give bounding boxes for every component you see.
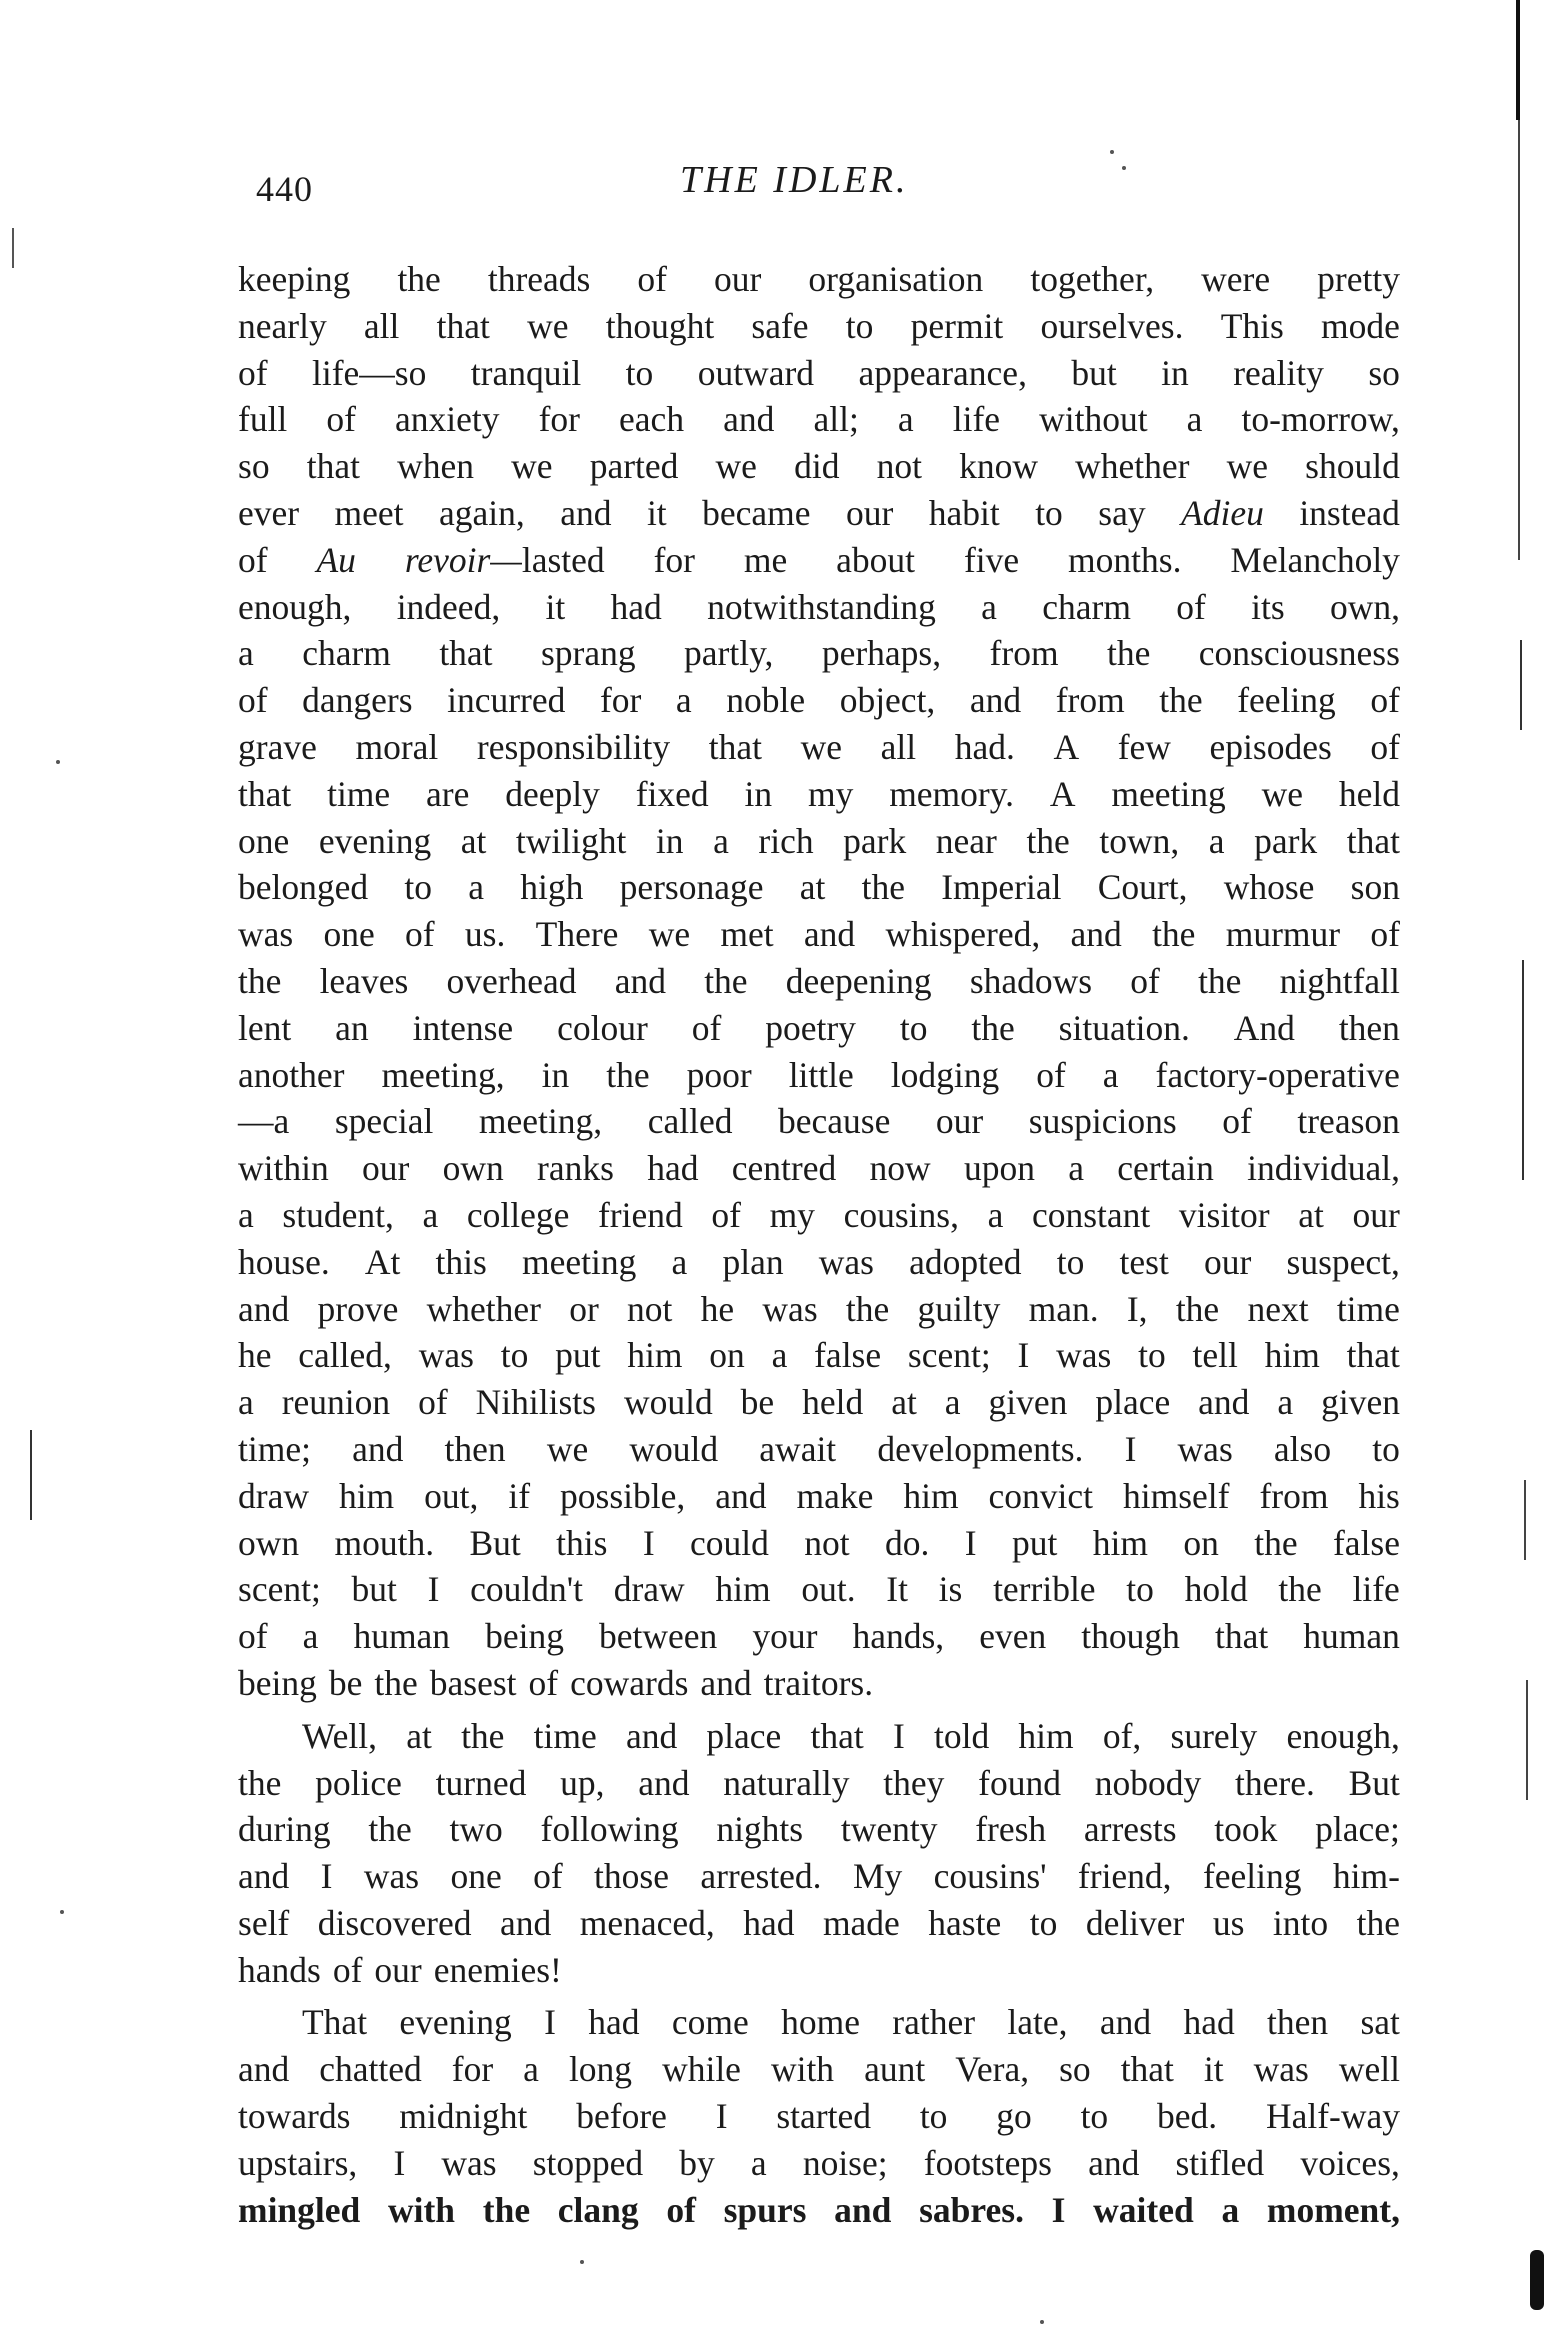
text-line: scent; but I couldn't draw him out. It is terrible to hold the life	[238, 1569, 1400, 1610]
scan-edge-line	[30, 1430, 32, 1520]
scan-speck	[56, 760, 60, 764]
running-title: THE IDLER.	[680, 159, 909, 201]
scan-speck	[1110, 150, 1114, 154]
text-line: was one of us. There we met and whispered, and the murmur of	[238, 914, 1400, 955]
scan-edge-line	[1522, 960, 1524, 1180]
scan-edge-line	[12, 228, 14, 268]
page-number: 440	[256, 169, 313, 209]
text-line: and I was one of those arrested. My cousins' friend, feeling him-	[238, 1856, 1400, 1897]
text-line: of life—so tranquil to outward appearance, but in reality so	[238, 352, 1400, 393]
text-line: and prove whether or not he was the guilty man. I, the next time	[238, 1288, 1400, 1329]
scan-speck	[1122, 166, 1126, 170]
scan-edge-line	[1518, 120, 1520, 560]
text-line: a reunion of Nihilists would be held at a given place and a given	[238, 1382, 1400, 1423]
text-line: hands of our enemies!	[238, 1949, 562, 1990]
text-line: grave moral responsibility that we all had. A few episodes of	[238, 726, 1400, 767]
text-line: belonged to a high personage at the Imperial Court, whose son	[238, 867, 1400, 908]
text-line: during the two following nights twenty fresh arrests took place;	[238, 1809, 1400, 1850]
text-line: within our own ranks had centred now upon a certain individual,	[238, 1148, 1400, 1189]
text-line: Well, at the time and place that I told him of, surely enough,	[302, 1715, 1400, 1756]
text-line: enough, indeed, it had notwithstanding a charm of its own,	[238, 586, 1400, 627]
scan-edge-line	[1530, 2250, 1544, 2310]
text-line: a charm that sprang partly, perhaps, from the consciousness	[238, 633, 1400, 674]
scan-speck	[580, 2260, 584, 2264]
text-line: one evening at twilight in a rich park near the town, a park that	[238, 820, 1400, 861]
text-line: the leaves overhead and the deepening shadows of the nightfall	[238, 960, 1400, 1001]
text-line: he called, was to put him on a false scent; I was to tell him that	[238, 1335, 1400, 1376]
text-line: upstairs, I was stopped by a noise; footsteps and stifled voices,	[238, 2142, 1400, 2183]
text-line: towards midnight before I started to go to bed. Half-way	[238, 2096, 1400, 2137]
text-line: own mouth. But this I could not do. I put him on the false	[238, 1522, 1400, 1563]
text-line: of dangers incurred for a noble object, and from the feeling of	[238, 680, 1400, 721]
text-line: of a human being between your hands, even though that human	[238, 1616, 1400, 1657]
scan-edge-line	[1520, 640, 1522, 730]
text-line: That evening I had come home rather late, and had then sat	[302, 2002, 1400, 2043]
scan-edge-line	[1526, 1680, 1528, 1800]
text-line: —a special meeting, called because our suspicions of treason	[238, 1101, 1400, 1142]
scan-speck	[1040, 2320, 1044, 2324]
text-line: house. At this meeting a plan was adopted to test our suspect,	[238, 1241, 1400, 1282]
running-head	[240, 150, 1410, 210]
text-line: keeping the threads of our organisation together, were pretty	[238, 259, 1400, 299]
text-line: a student, a college friend of my cousins, a constant visitor at our	[238, 1194, 1400, 1235]
text-line: of Au revoir—lasted for me about five months. Melancholy	[238, 539, 1400, 580]
text-line: self discovered and menaced, had made haste to deliver us into the	[238, 1902, 1400, 1943]
text-line: full of anxiety for each and all; a life without a to-morrow,	[238, 399, 1400, 440]
scan-edge-line	[1524, 1480, 1526, 1560]
body-text	[238, 256, 1400, 2233]
text-line: and chatted for a long while with aunt Vera, so that it was well	[238, 2049, 1400, 2090]
text-line: so that when we parted we did not know whether we should	[238, 446, 1400, 487]
text-line: ever meet again, and it became our habit to say Adieu instead	[238, 492, 1400, 533]
text-line: lent an intense colour of poetry to the situation. And then	[238, 1007, 1400, 1048]
text-line: nearly all that we thought safe to permit ourselves. This mode	[238, 305, 1400, 346]
text-line: that time are deeply fixed in my memory. A meeting we held	[238, 773, 1400, 814]
scan-speck	[60, 1910, 64, 1914]
text-line: time; and then we would await developments. I was also to	[238, 1428, 1400, 1469]
scan-edge-line	[1516, 0, 1520, 120]
text-line: mingled with the clang of spurs and sabres. I waited a moment,	[238, 2189, 1400, 2230]
text-line: draw him out, if possible, and make him convict himself from his	[238, 1475, 1400, 1516]
text-line: another meeting, in the poor little lodging of a factory-operative	[238, 1054, 1400, 1095]
text-line: being be the basest of cowards and traitors.	[238, 1662, 874, 1703]
text-line: the police turned up, and naturally they found nobody there. But	[238, 1762, 1400, 1803]
